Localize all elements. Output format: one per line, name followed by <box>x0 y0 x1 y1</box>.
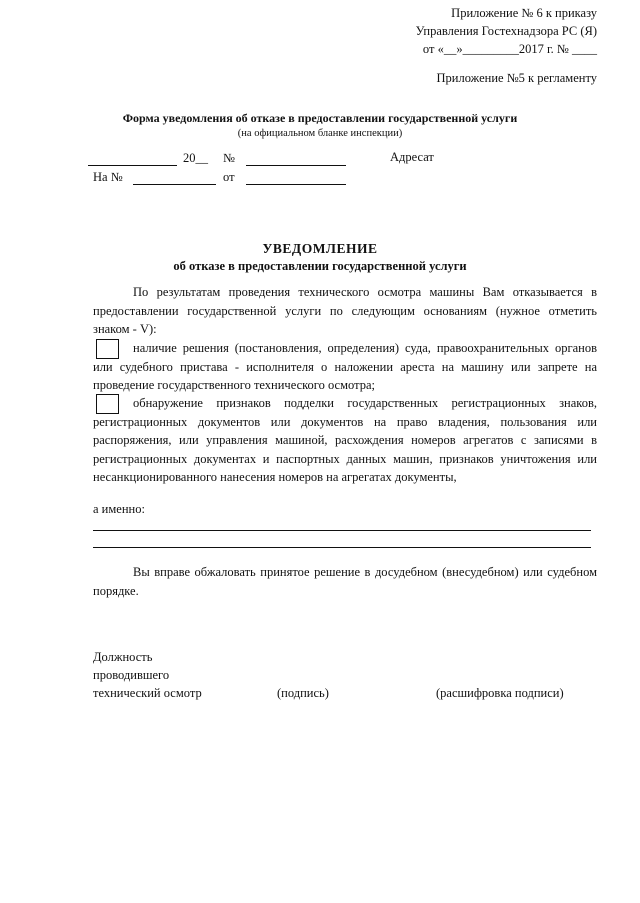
intro-paragraph: По результатам проведения технического осмотра машины Вам отказывается в предоставлении государственной услуги по следующим основаниям (нужное отметить знаком - V): <box>93 285 597 336</box>
reply-number-underline <box>133 184 216 185</box>
appendix-line-3: от «__»_________2017 г. № ____ <box>422 42 597 56</box>
namely-label: а именно: <box>93 502 145 516</box>
notice-subtitle: об отказе в предоставлении государственной услуги <box>173 259 467 273</box>
appendix-line-2: Управления Гостехнадзора РС (Я) <box>415 24 597 38</box>
from-date-underline <box>246 184 346 185</box>
form-title: Форма уведомления об отказе в предоставлении государственной услуги <box>122 111 518 125</box>
namely-line-1[interactable] <box>93 530 591 531</box>
appeal-paragraph: Вы вправе обжаловать принятое решение в досудебном (внесудебном) или судебном порядке. <box>93 565 597 598</box>
position-line-2: проводившего <box>93 668 170 682</box>
signature-decode-label: (расшифровка подписи) <box>436 686 564 700</box>
notice-title: УВЕДОМЛЕНИЕ <box>262 241 378 256</box>
position-line-1: Должность <box>93 650 153 664</box>
option-2-text: обнаружение признаков подделки государственных регистрационных знаков, регистрационных документов или документов на право владения, пользования или распоряжения, или управления машиной, расхождения номеров агрегатов с записями в регистрационных документах и паспортных данных машин, признаков уничтожения или несанкционированного нанесения номеров на агрегатах документы, <box>93 396 597 484</box>
namely-line-2[interactable] <box>93 547 591 548</box>
number-underline <box>246 165 346 166</box>
form-subtitle: (на официальном бланке инспекции) <box>237 128 403 139</box>
number-label: № <box>223 151 235 165</box>
year-prefix: 20__ <box>183 151 208 165</box>
position-line-3: технический осмотр <box>93 686 202 700</box>
from-label: от <box>223 170 235 184</box>
reply-number-label: На № <box>93 170 123 184</box>
appendix-line-1: Приложение № 6 к приказу <box>451 6 597 20</box>
addressee-label: Адресат <box>390 150 434 164</box>
signature-label: (подпись) <box>277 686 329 700</box>
option-1-text: наличие решения (постановления, определения) суда, правоохранительных органов или судебного пристава - исполнителя о наложении ареста на машину или запрете на проведение государственного технического осмотра; <box>93 341 597 392</box>
regulation-appendix: Приложение №5 к регламенту <box>436 71 597 85</box>
date-underline <box>88 165 177 166</box>
